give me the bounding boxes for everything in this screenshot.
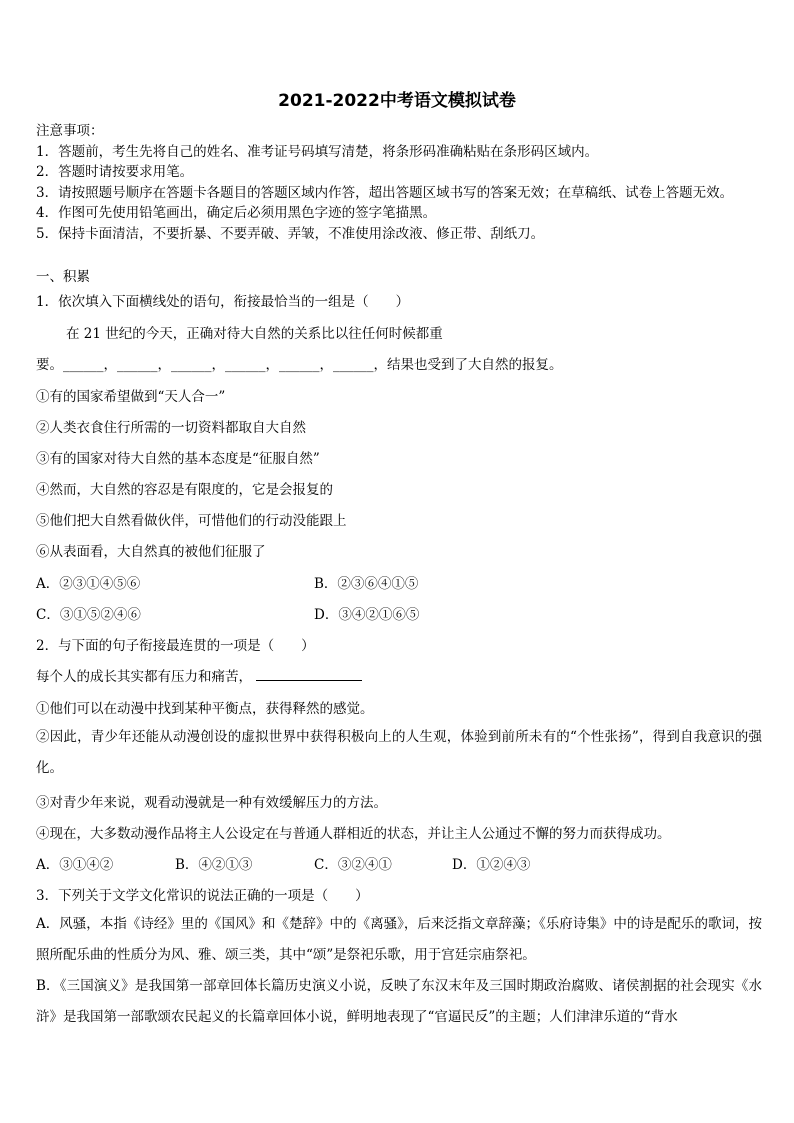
note-item: 3．请按照题号顺序在答题卡各题目的答题区域内作答，超出答题区域书写的答案无效；在草稿纸、试卷上答题无效。 xyxy=(36,184,734,201)
q3-option-a: A．风骚，本指《诗经》里的《国风》和《楚辞》中的《离骚》，后来泛指文章辞藻；《乐府诗集》中的诗是配乐的歌词，按照所配乐曲的性质分为风、雅、颂三类，其中“颂”是祭祀乐歌，用于宫廷宗庙祭祀。 xyxy=(36,916,762,963)
q2-option-a: A．③①④② xyxy=(36,857,114,873)
answer-blank xyxy=(256,668,362,681)
q2-option-b: B．④②①③ xyxy=(175,857,253,873)
q1-item: ②人类衣食住行所需的一切资料都取自大自然 xyxy=(36,420,306,436)
q1-stem: 1．依次填入下面横线处的语句，衔接最恰当的一组是（ ） xyxy=(36,294,410,310)
q1-option-d: D．③④②①⑥⑤ xyxy=(314,607,420,623)
q2-lead-text: 每个人的成长其实都有压力和痛苦， xyxy=(36,669,252,685)
notes-heading: 注意事项： xyxy=(36,123,104,139)
note-item: 4．作图可先使用铅笔画出，确定后必须用黑色字迹的签字笔描黑。 xyxy=(36,205,437,221)
note-item: 1．答题前，考生先将自己的姓名、准考证号码填写清楚，将条形码准确粘贴在条形码区域内。 xyxy=(36,143,599,160)
q1-item: ④然而，大自然的容忍是有限度的，它是会报复的 xyxy=(36,482,333,498)
notes-block xyxy=(36,121,766,244)
q1-passage-line1: 在 21 世纪的今天，正确对待大自然的关系比以往任何时候都重 xyxy=(66,326,443,342)
section-heading: 一、积累 xyxy=(36,269,90,285)
q2-option-c: C．③②④① xyxy=(314,857,392,873)
note-item: 2．答题时请按要求用笔。 xyxy=(36,164,194,180)
q1-option-a: A．②③①④⑤⑥ xyxy=(36,576,141,592)
q1-item: ⑥从表面看，大自然真的被他们征服了 xyxy=(36,544,266,560)
note-item: 5．保持卡面清洁，不要折暴、不要弄破、弄皱，不准使用涂改液、修正带、刮纸刀。 xyxy=(36,225,545,242)
q3-stem: 3．下列关于文学文化常识的说法正确的一项是（ ） xyxy=(36,888,369,904)
q2-option-d: D．①②④③ xyxy=(452,857,531,873)
q3-option-b: B．《三国演义》是我国第一部章回体长篇历史演义小说，反映了东汉末年及三国时期政治腐败、诸侯割据的社会现实《水浒》是我国第一部歌颂农民起义的长篇章回体小说，鲜明地表现了“官逼民反”的主题；人们津津乐道的“背水 xyxy=(36,978,762,1025)
q2-item: ②因此，青少年还能从动漫创设的虚拟世界中获得积极向上的人生观，体验到前所未有的“个性张扬”，得到自我意识的强化。 xyxy=(36,729,762,776)
q1-option-c: C．③①⑤②④⑥ xyxy=(36,607,141,623)
q2-item: ①他们可以在动漫中找到某种平衡点，获得释然的感觉。 xyxy=(36,701,374,717)
q1-item: ①有的国家希望做到“天人合一” xyxy=(36,389,226,405)
page-title: 2021-2022中考语文模拟试卷 xyxy=(278,91,516,111)
q2-stem: 2．与下面的句子衔接最连贯的一项是（ ） xyxy=(36,638,315,654)
q2-lead-sentence xyxy=(36,665,362,685)
q1-passage-line2: 要。______，______，______，______，______，______，结果也受到了大自然的报复。 xyxy=(36,357,563,373)
q2-item: ③对青少年来说，观看动漫就是一种有效缓解压力的方法。 xyxy=(36,795,387,811)
q1-option-b: B．②③⑥④①⑤ xyxy=(314,576,419,592)
q1-item: ⑤他们把大自然看做伙伴，可惜他们的行动没能跟上 xyxy=(36,513,347,529)
q1-item: ③有的国家对待大自然的基本态度是“征服自然” xyxy=(36,451,320,467)
q2-item: ④现在，大多数动漫作品将主人公设定在与普通人群相近的状态，并让主人公通过不懈的努力而获得成功。 xyxy=(36,826,671,842)
